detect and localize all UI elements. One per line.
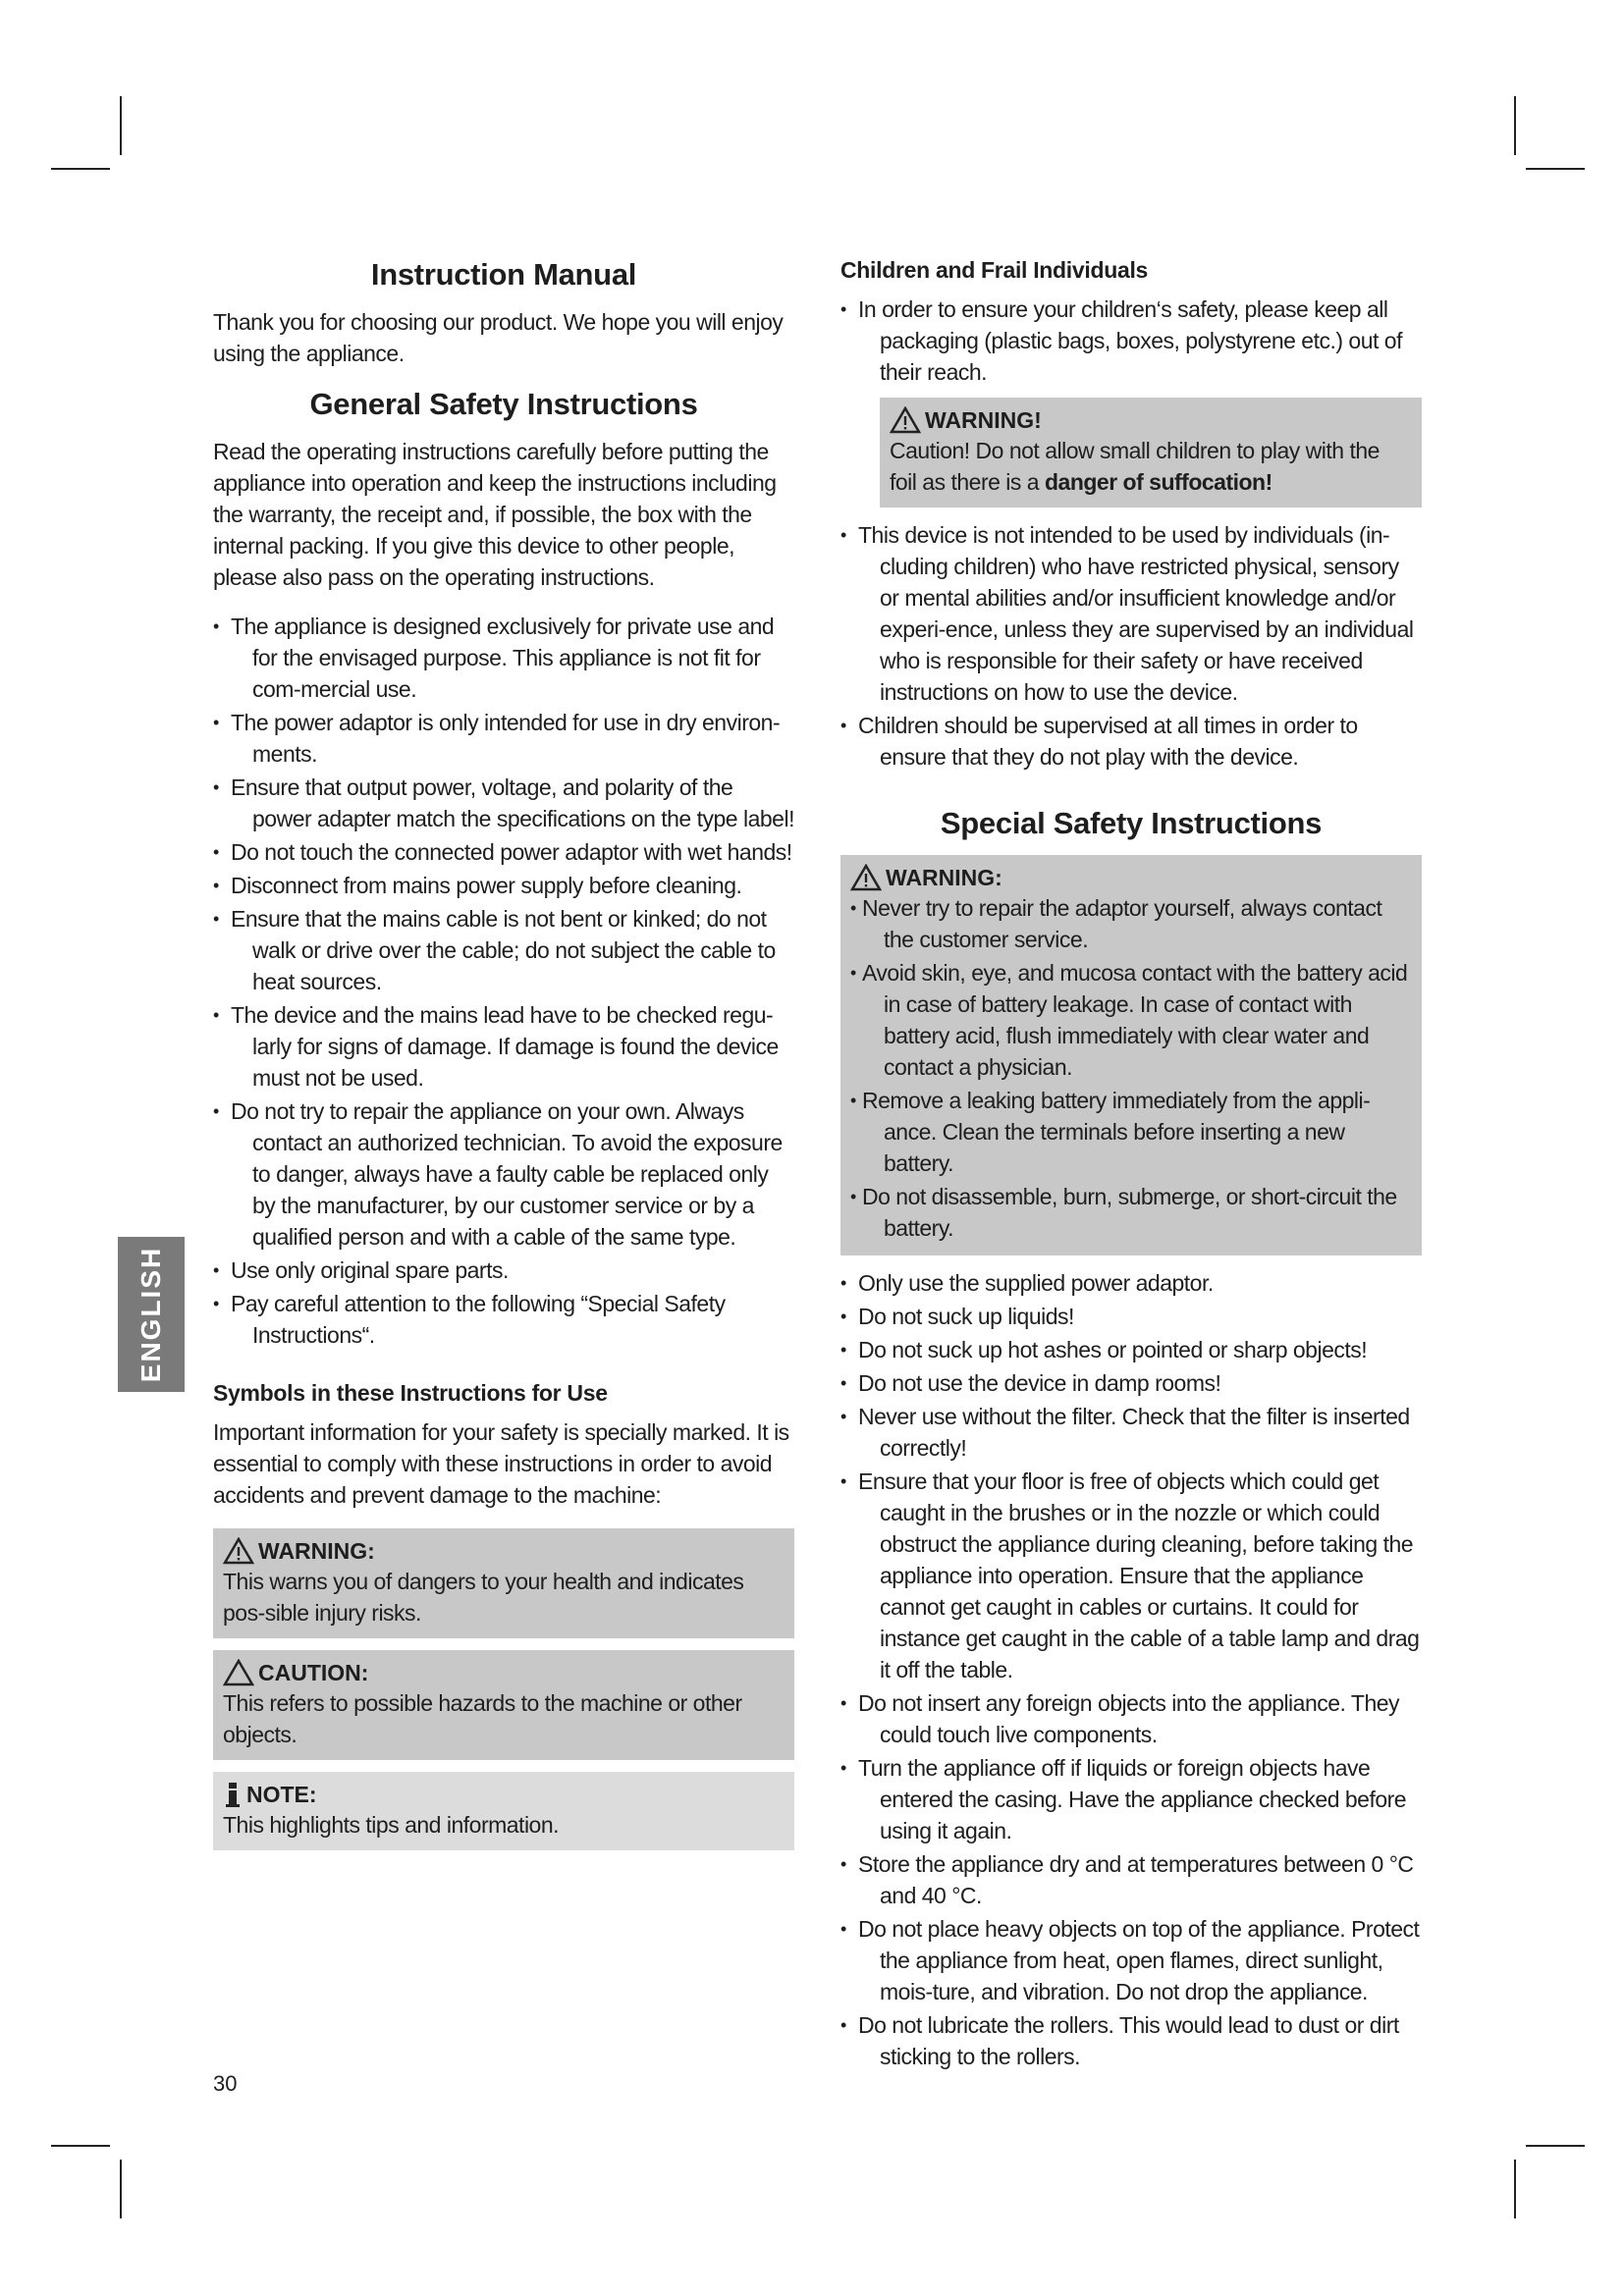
- symbols-intro: Important information for your safety is specially marked. It is essential to comply with these instructions in order to avoid accidents and prevent damage to the machine:: [213, 1419, 789, 1508]
- warning-heading: [223, 1536, 785, 1566]
- suffocation-warning-label: WARNING!: [925, 407, 1042, 433]
- crop-mark: [1526, 168, 1585, 170]
- crop-mark: [1514, 2160, 1516, 2218]
- caution-text: This refers to possible hazards to the machine or other objects.: [223, 1690, 742, 1747]
- caution-box: [213, 1650, 794, 1760]
- list-item: • Do not try to repair the appliance on your own. Always contact an authorized technician. To avoid the exposure to danger, always have a faulty cable be replaced only by the manufacturer, by our customer service or by a qualified person and with a cable of the same type.: [213, 1095, 794, 1253]
- list-item: • Store the appliance dry and at temperatures between 0 °C and 40 °C.: [840, 1848, 1422, 1911]
- list-item: • Turn the appliance off if liquids or foreign objects have entered the casing. Have the appliance checked before using it again.: [840, 1752, 1422, 1846]
- list-item: • Do not use the device in damp rooms!: [840, 1367, 1422, 1399]
- note-label: NOTE:: [246, 1782, 317, 1807]
- list-item: • Ensure that the mains cable is not bent or kinked; do not walk or drive over the cable; do not subject the cable to heat sources.: [213, 903, 794, 997]
- page-number: 30: [213, 2071, 238, 2096]
- list-item: • Do not insert any foreign objects into the appliance. They could touch live components.: [840, 1687, 1422, 1750]
- crop-mark: [120, 2160, 122, 2218]
- note-heading: [223, 1780, 785, 1809]
- list-item: • Children should be supervised at all times in order to ensure that they do not play with the device.: [840, 710, 1422, 773]
- left-column: [213, 257, 794, 1862]
- list-item: • Use only original spare parts.: [213, 1255, 794, 1286]
- list-item: • Disconnect from mains power supply before cleaning.: [213, 870, 794, 901]
- special-warning-list: [850, 892, 1412, 1244]
- list-item: • Ensure that output power, voltage, and polarity of the power adapter match the specifications on the type label!: [213, 772, 794, 834]
- special-warning-heading: [850, 863, 1412, 892]
- language-tab-label: ENGLISH: [135, 1246, 166, 1383]
- list-item: • Do not touch the connected power adaptor with wet hands!: [213, 836, 794, 868]
- warning-triangle-icon: [890, 406, 921, 434]
- warning-box: [213, 1528, 794, 1638]
- list-item: • In order to ensure your children‘s safety, please keep all packaging (plastic bags, boxes, polystyrene etc.) out of their reach.: [840, 294, 1422, 388]
- special-warning-box: [840, 855, 1422, 1255]
- crop-mark: [1526, 2145, 1585, 2147]
- general-safety-intro: Read the operating instructions carefully before putting the appliance into operation and keep the instructions including the warranty, the receipt and, if possible, the box with the internal packing. If you give this device to other people, please also pass on the operating instructions.: [213, 439, 777, 590]
- document-title: Instruction Manual: [370, 257, 637, 292]
- note-text: This highlights tips and information.: [223, 1812, 560, 1838]
- special-safety-title: Special Safety Instructions: [940, 806, 1323, 840]
- list-item: • The power adaptor is only intended for use in dry environ-ments.: [213, 707, 794, 770]
- children-list: [840, 519, 1422, 773]
- suffocation-warning-body: Caution! Do not allow small children to play with the foil as there is a: [890, 438, 1380, 495]
- list-item: • Never try to repair the adaptor yourself, always contact the customer service.: [850, 892, 1412, 955]
- caution-label: CAUTION:: [258, 1660, 369, 1685]
- list-item: • Do not disassemble, burn, submerge, or short-circuit the battery.: [850, 1181, 1412, 1244]
- crop-mark: [120, 96, 122, 155]
- general-safety-title: General Safety Instructions: [309, 387, 698, 421]
- list-item: • Do not place heavy objects on top of the appliance. Protect the appliance from heat, open flames, direct sunlight, mois-ture, and vibration. Do not drop the appliance.: [840, 1913, 1422, 2007]
- special-safety-list: [840, 1267, 1422, 2072]
- children-heading: Children and Frail Individuals: [840, 257, 1149, 283]
- caution-triangle-icon: [223, 1659, 254, 1686]
- language-tab: [118, 1237, 185, 1392]
- list-item: • Do not suck up liquids!: [840, 1301, 1422, 1332]
- list-item: • Do not lubricate the rollers. This would lead to dust or dirt sticking to the rollers.: [840, 2009, 1422, 2072]
- list-item: • Only use the supplied power adaptor.: [840, 1267, 1422, 1299]
- list-item: • Pay careful attention to the following “Special Safety Instructions“.: [213, 1288, 794, 1351]
- warning-label: WARNING:: [258, 1538, 375, 1564]
- list-item: • Avoid skin, eye, and mucosa contact with the battery acid in case of battery leakage. In case of contact with battery acid, flush immediately with clear water and contact a physician.: [850, 957, 1412, 1083]
- right-column: [840, 257, 1422, 2082]
- suffocation-warning-emphasis: danger of suffocation!: [1044, 469, 1272, 495]
- list-item: • Remove a leaking battery immediately from the appli-ance. Clean the terminals before inserting a new battery.: [850, 1085, 1412, 1179]
- general-safety-list: [213, 611, 794, 1351]
- children-list-top: [840, 294, 1422, 388]
- crop-mark: [51, 2145, 110, 2147]
- list-item: • Do not suck up hot ashes or pointed or sharp objects!: [840, 1334, 1422, 1365]
- suffocation-warning-text: [890, 435, 1412, 498]
- warning-text: This warns you of dangers to your health and indicates pos-sible injury risks.: [223, 1569, 744, 1626]
- warning-triangle-icon: [223, 1537, 254, 1565]
- symbols-heading: Symbols in these Instructions for Use: [213, 1380, 608, 1406]
- list-item: • Never use without the filter. Check that the filter is inserted correctly!: [840, 1401, 1422, 1464]
- info-icon: [223, 1781, 243, 1808]
- suffocation-warning-heading: [890, 405, 1412, 435]
- suffocation-warning-box: [880, 398, 1422, 507]
- crop-mark: [1514, 96, 1516, 155]
- list-item: • The appliance is designed exclusively for private use and for the envisaged purpose. This appliance is not fit for com-mercial use.: [213, 611, 794, 705]
- list-item: • Ensure that your floor is free of objects which could get caught in the brushes or in the nozzle or which could obstruct the appliance during cleaning, before taking the appliance into operation. Ensure that the appliance cannot get caught in cables or curtains. It could for instance get caught in the cable of a table lamp and drag it off the table.: [840, 1466, 1422, 1685]
- list-item: • The device and the mains lead have to be checked regu-larly for signs of damage. If damage is found the device must not be used.: [213, 999, 794, 1094]
- special-warning-label: WARNING:: [886, 865, 1002, 890]
- crop-mark: [51, 168, 110, 170]
- intro-paragraph: Thank you for choosing our product. We hope you will enjoy using the appliance.: [213, 309, 784, 366]
- warning-triangle-icon: [850, 864, 882, 891]
- list-item: • This device is not intended to be used by individuals (in-cluding children) who have restricted physical, sensory or mental abilities and/or insufficient knowledge and/or experi-ence, unless they are supervised by an individual who is responsible for their safety or have received instructions on how to use the device.: [840, 519, 1422, 708]
- note-box: [213, 1772, 794, 1850]
- caution-heading: [223, 1658, 785, 1687]
